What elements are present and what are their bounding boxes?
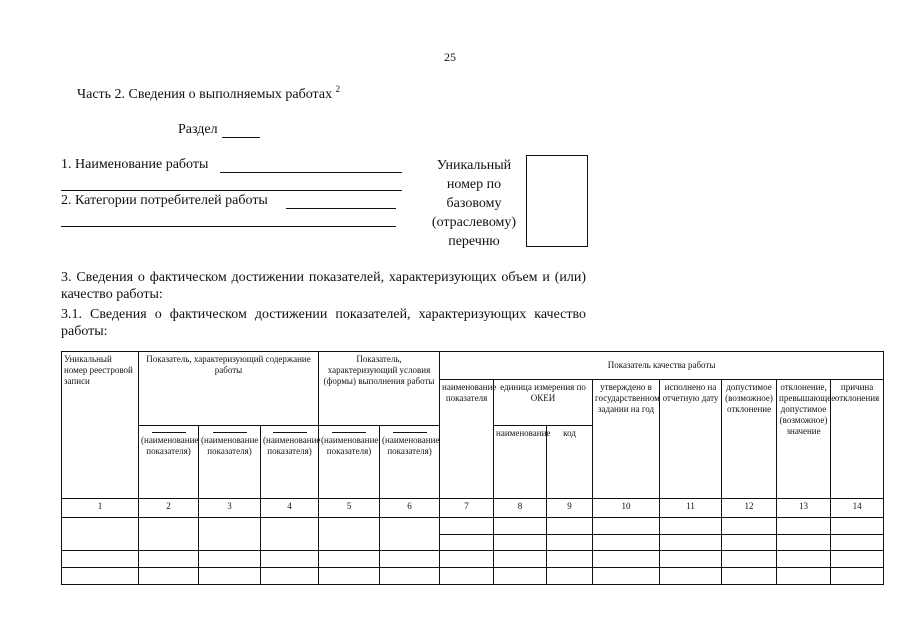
column-number: 9 (547, 498, 593, 517)
header-quality-name: наименование показателя (440, 380, 494, 499)
column-number: 14 (831, 498, 884, 517)
table-cell[interactable] (831, 517, 884, 534)
table-cell[interactable] (660, 534, 722, 551)
table-cell[interactable] (440, 568, 494, 585)
section-label: Раздел (178, 122, 218, 137)
header-unit: единица измерения по ОКЕИ (494, 380, 593, 426)
table-cell[interactable] (261, 568, 319, 585)
table-cell[interactable] (139, 551, 199, 568)
table-cell[interactable] (440, 517, 494, 534)
table-cell[interactable] (199, 568, 261, 585)
blank-line (213, 432, 247, 433)
blank-line (332, 432, 366, 433)
work-name-blank-2[interactable] (61, 190, 402, 191)
table-cell[interactable] (660, 517, 722, 534)
table-cell[interactable] (722, 534, 777, 551)
footnote-marker: 2 (335, 84, 341, 94)
table-cell[interactable] (660, 568, 722, 585)
table-cell[interactable] (722, 551, 777, 568)
column-number: 5 (319, 498, 380, 517)
column-number: 7 (440, 498, 494, 517)
header-allowed-deviation: допустимое (возможное) отклонение (722, 380, 777, 499)
header-approved: утверждено в государственном задании на год (593, 380, 660, 499)
table-cell[interactable] (62, 517, 139, 551)
table-cell[interactable] (62, 551, 139, 568)
column-number: 13 (777, 498, 831, 517)
table-cell[interactable] (380, 551, 440, 568)
consumer-categories-blank[interactable] (286, 208, 396, 209)
column-number: 11 (660, 498, 722, 517)
table-cell[interactable] (547, 551, 593, 568)
table-cell[interactable] (380, 517, 440, 551)
header-condition-indicator: Показатель, характеризующий условия (формы) выполнения работы (319, 352, 440, 426)
table-cell[interactable] (722, 568, 777, 585)
table-cell[interactable] (547, 568, 593, 585)
header-quality-indicator: Показатель качества работы (440, 352, 884, 380)
table-cell[interactable] (831, 568, 884, 585)
table-cell[interactable] (199, 551, 261, 568)
header-deviation-reason: причина отклонения (831, 380, 884, 499)
unique-number-box[interactable] (526, 155, 588, 247)
table-cell[interactable] (139, 568, 199, 585)
table-cell[interactable] (380, 568, 440, 585)
part-title-text: Часть 2. Сведения о выполняемых работах (77, 87, 333, 102)
header-executed: исполнено на отчетную дату (660, 380, 722, 499)
work-name-label: 1. Наименование работы (61, 157, 209, 172)
table-cell[interactable] (660, 551, 722, 568)
header-unique-number: Уникальный номер реестровой записи (62, 352, 139, 499)
table-cell[interactable] (593, 551, 660, 568)
header-unit-code: код (547, 425, 593, 498)
table-cell[interactable] (777, 568, 831, 585)
table-cell[interactable] (319, 517, 380, 551)
section-line (178, 122, 260, 138)
paragraph-3: 3. Сведения о фактическом достижении показателей, характеризующих объем и (или) качество работы: (61, 270, 586, 302)
blank-line (152, 432, 186, 433)
section-number-blank[interactable] (222, 124, 260, 138)
page-number: 25 (444, 50, 456, 64)
sub-indicator-label: (наименование показателя) (201, 434, 259, 456)
unique-number-label: Уникальный номер по базовому (отраслевому) перечню (431, 158, 517, 249)
table-row (62, 568, 884, 585)
quality-indicators-table (61, 351, 884, 585)
table-cell[interactable] (261, 517, 319, 551)
column-number: 4 (261, 498, 319, 517)
table-cell[interactable] (777, 534, 831, 551)
table-row (62, 517, 884, 534)
consumer-categories-blank-2[interactable] (61, 226, 396, 227)
table-cell[interactable] (547, 534, 593, 551)
table-cell[interactable] (593, 517, 660, 534)
table-cell[interactable] (777, 517, 831, 534)
sub-indicator-3 (199, 425, 261, 498)
header-excess-deviation: отклонение, превышающее допустимое (возможное) значение (777, 380, 831, 499)
part-title (77, 84, 341, 103)
table-cell[interactable] (494, 517, 547, 534)
column-number: 3 (199, 498, 261, 517)
table-cell[interactable] (593, 534, 660, 551)
table-cell[interactable] (440, 534, 494, 551)
header-unit-name: наименование (494, 425, 547, 498)
table-cell[interactable] (722, 517, 777, 534)
table-cell[interactable] (777, 551, 831, 568)
table-row (62, 551, 884, 568)
table-cell[interactable] (494, 534, 547, 551)
table-cell[interactable] (440, 551, 494, 568)
table-cell[interactable] (261, 551, 319, 568)
sub-indicator-2 (139, 425, 199, 498)
table-cell[interactable] (593, 568, 660, 585)
column-number: 8 (494, 498, 547, 517)
column-number: 10 (593, 498, 660, 517)
sub-indicator-label: (наименование показателя) (321, 434, 379, 456)
sub-indicator-6 (380, 425, 440, 498)
column-number: 6 (380, 498, 440, 517)
sub-indicator-5 (319, 425, 380, 498)
sub-indicator-4 (261, 425, 319, 498)
sub-indicator-label: (наименование показателя) (263, 434, 321, 456)
table-cell[interactable] (494, 551, 547, 568)
table-cell[interactable] (494, 568, 547, 585)
sub-indicator-label: (наименование показателя) (141, 434, 199, 456)
sub-indicator-label: (наименование показателя) (382, 434, 440, 456)
header-content-indicator: Показатель, характеризующий содержание работы (139, 352, 319, 426)
column-number: 2 (139, 498, 199, 517)
table-cell[interactable] (319, 568, 380, 585)
blank-line (273, 432, 307, 433)
table-cell[interactable] (319, 551, 380, 568)
paragraph-3-1: 3.1. Сведения о фактическом достижении показателей, характеризующих качество работы: (61, 307, 586, 339)
table-cell[interactable] (547, 517, 593, 534)
work-name-blank[interactable] (220, 172, 402, 173)
column-number: 12 (722, 498, 777, 517)
table-cell[interactable] (199, 517, 261, 551)
table-cell[interactable] (139, 517, 199, 551)
table-cell[interactable] (831, 534, 884, 551)
blank-line (393, 432, 427, 433)
consumer-categories-label: 2. Категории потребителей работы (61, 193, 268, 208)
table-cell[interactable] (62, 568, 139, 585)
column-number: 1 (62, 498, 139, 517)
table-cell[interactable] (831, 551, 884, 568)
